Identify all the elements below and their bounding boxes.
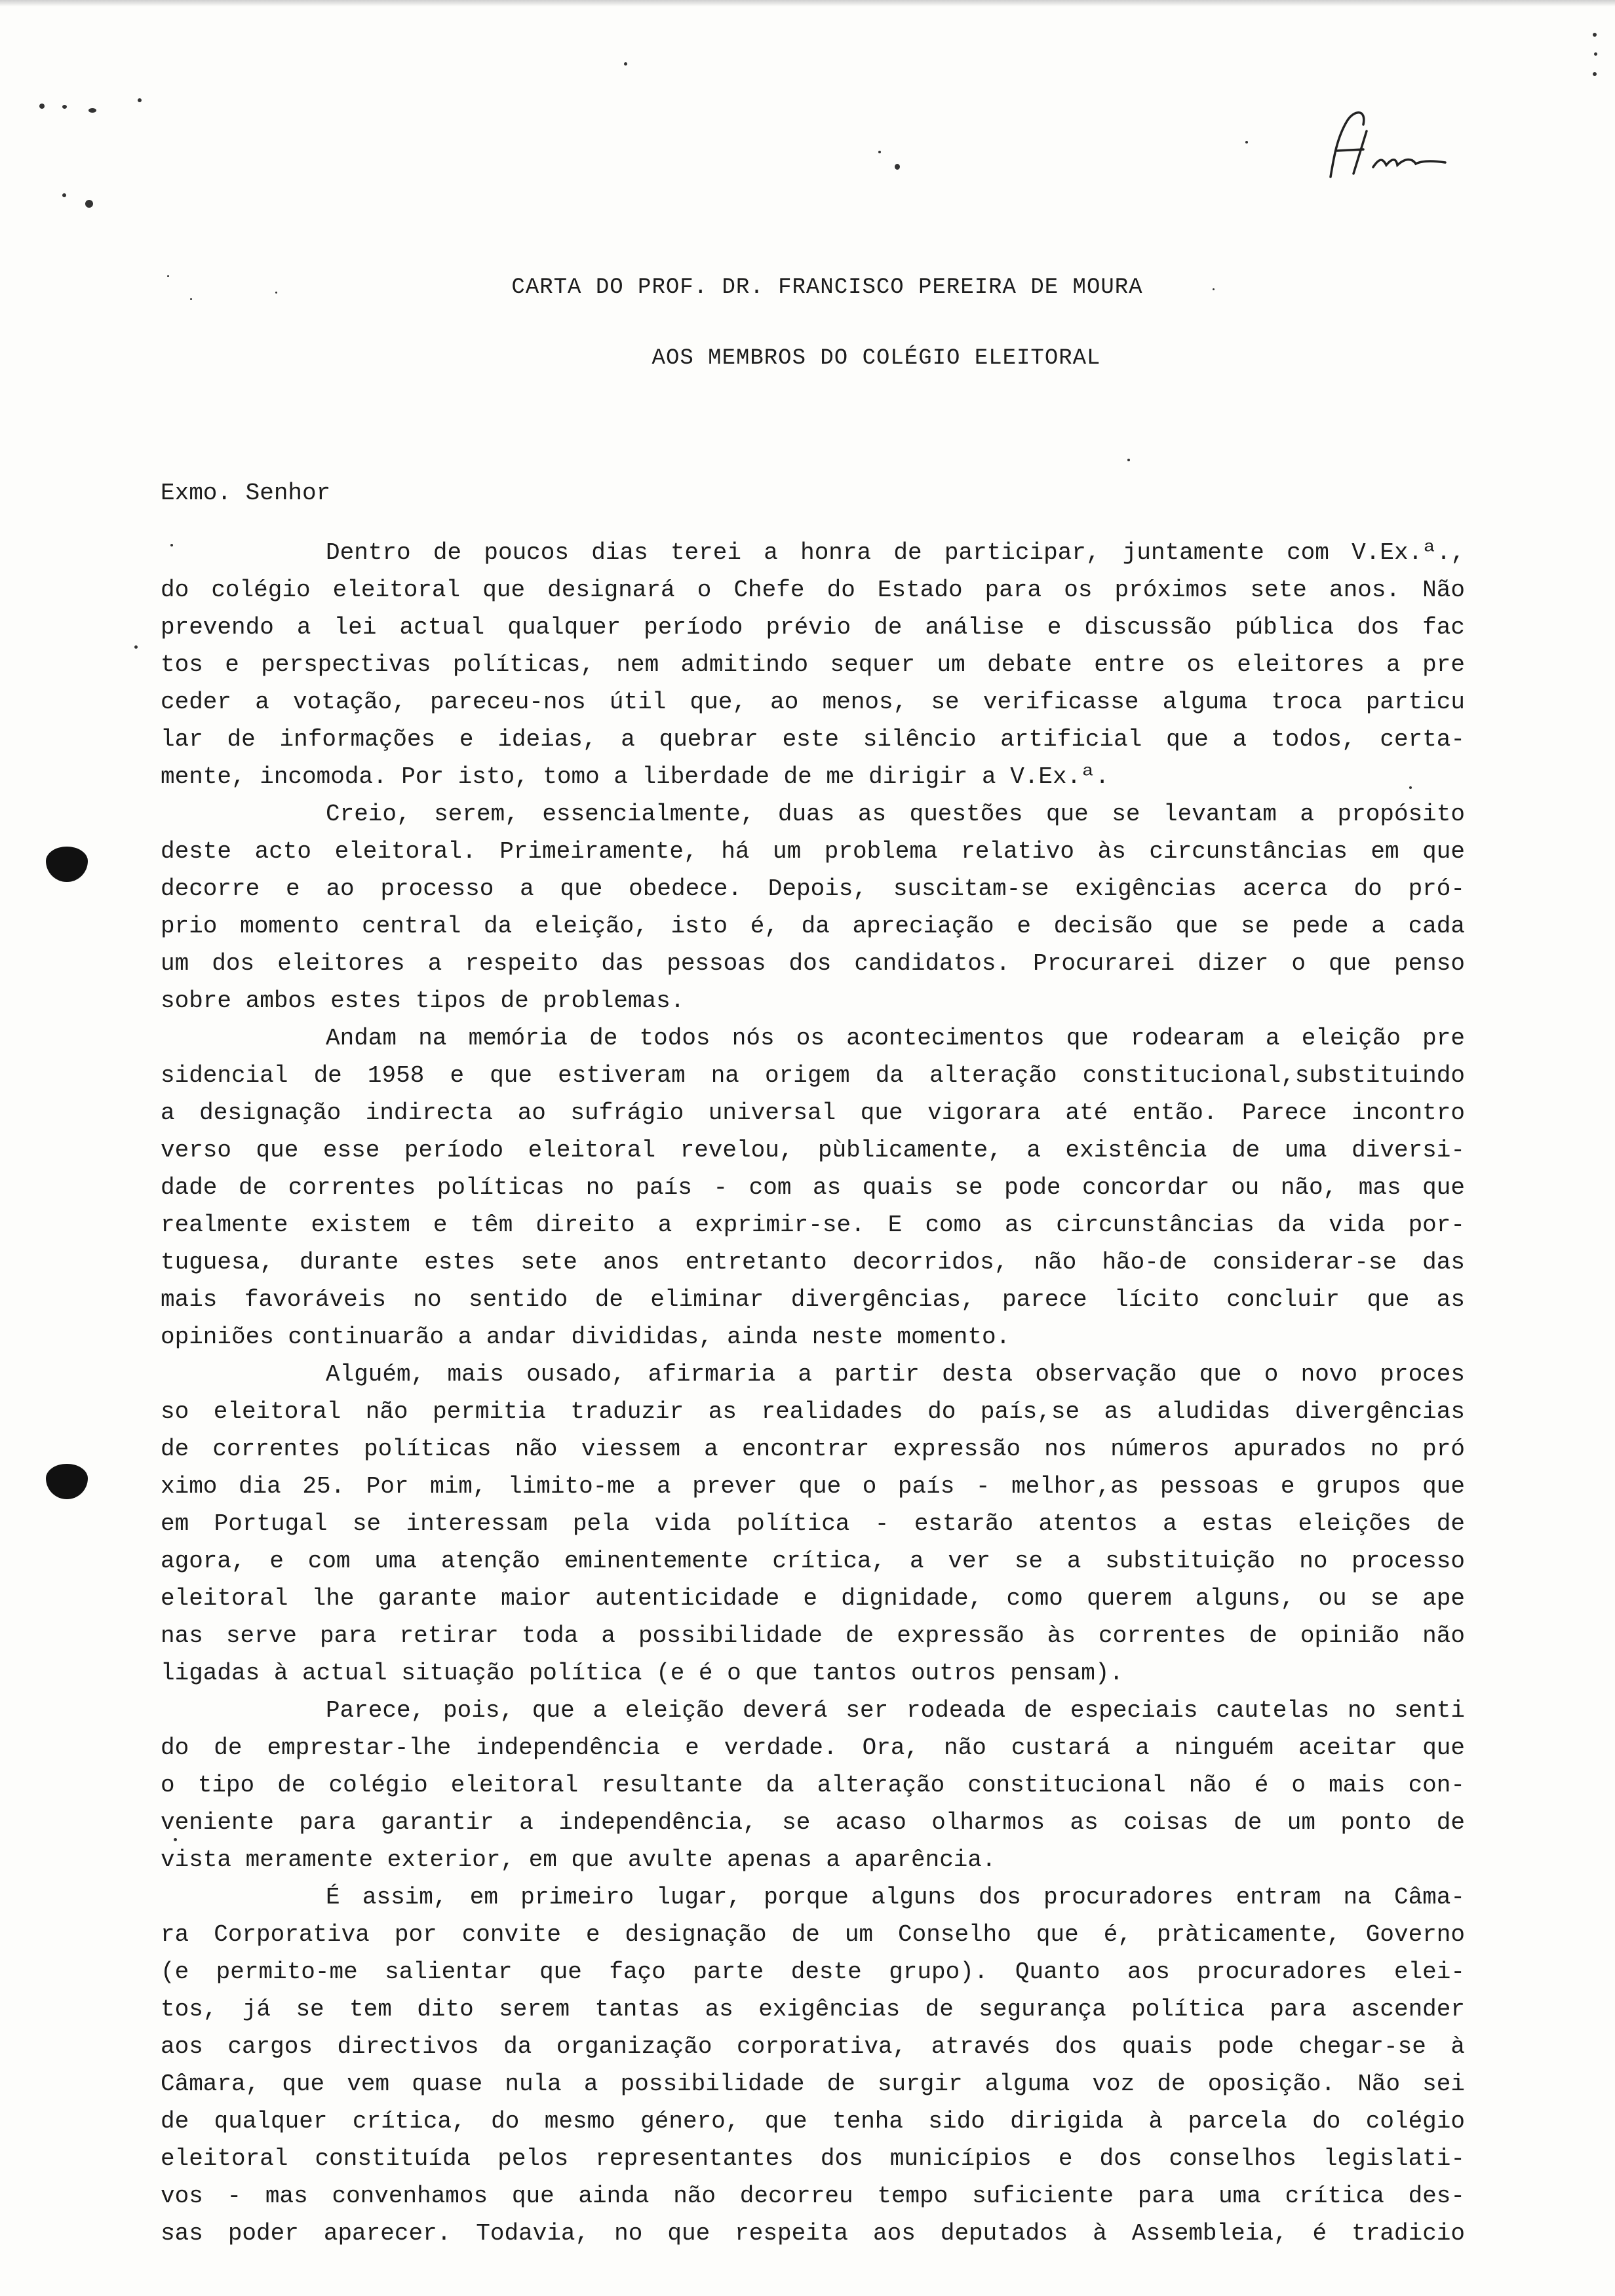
- letter-body: [161, 534, 1465, 2252]
- body-line: ra Corporativa por convite e designação de um Conselho que é, pràticamente, Governo: [161, 1921, 1465, 1948]
- scan-top-edge: [0, 0, 1615, 7]
- body-line: aos cargos directivos da organização corporativa, através dos quais pode chegar-se à: [161, 2033, 1465, 2060]
- body-line: É assim, em primeiro lugar, porque alguns dos procuradores entram na Câma-: [326, 1884, 1465, 1911]
- body-line: opiniões continuarão a andar divididas, ainda neste momento.: [161, 1324, 1011, 1350]
- handwritten-signature: [1317, 105, 1449, 190]
- body-line: prevendo a lei actual qualquer período prévio de análise e discussão pública dos fac: [161, 614, 1465, 641]
- body-line: Andam na memória de todos nós os acontecimentos que rodearam a eleição pre: [326, 1025, 1465, 1052]
- body-line: mente, incomoda. Por isto, tomo a liberdade de me dirigir a V.Ex.ª.: [161, 763, 1110, 790]
- body-line: prio momento central da eleição, isto é, da apreciação e decisão que se pede a cada: [161, 913, 1465, 940]
- body-line: tos e perspectivas políticas, nem admitindo sequer um debate entre os eleitores a pre: [161, 651, 1465, 678]
- body-line: vos - mas convenhamos que ainda não decorreu tempo suficiente para uma crítica des-: [161, 2183, 1465, 2210]
- letter-title: CARTA DO PROF. DR. FRANCISCO PEREIRA DE MOURA: [511, 275, 1143, 300]
- body-line: eleitoral lhe garante maior autenticidade e dignidade, como querem alguns, ou se ape: [161, 1585, 1465, 1612]
- body-line: mais favoráveis no sentido de eliminar divergências, parece lícito concluir que as: [161, 1286, 1465, 1313]
- body-line: nas serve para retirar toda a possibilidade de expressão às correntes de opinião não: [161, 1622, 1465, 1649]
- body-line: so eleitoral não permitia traduzir as realidades do país,se as aludidas divergências: [161, 1398, 1465, 1425]
- body-line: vista meramente exterior, em que avulte apenas a aparência.: [161, 1846, 996, 1873]
- punch-hole-lower: [46, 1457, 88, 1499]
- body-line: verso que esse período eleitoral revelou, pùblicamente, a existência de uma diversi-: [161, 1137, 1465, 1164]
- body-line: um dos eleitores a respeito das pessoas dos candidatos. Procurarei dizer o que penso: [161, 950, 1465, 977]
- body-line: Alguém, mais ousado, afirmaria a partir desta observação que o novo proces: [326, 1361, 1465, 1388]
- body-line: sobre ambos estes tipos de problemas.: [161, 987, 685, 1014]
- body-line: de correntes políticas não viessem a encontrar expressão nos números apurados no pró: [161, 1436, 1465, 1463]
- body-line: lar de informações e ideias, a quebrar este silêncio artificial que a todos, certa-: [161, 726, 1465, 753]
- body-line: tos, já se tem dito serem tantas as exigências de segurança política para ascender: [161, 1996, 1465, 2023]
- body-line: ximo dia 25. Por mim, limito-me a prever que o país - melhor,as pessoas e grupos que: [161, 1473, 1465, 1500]
- body-line: deste acto eleitoral. Primeiramente, há um problema relativo às circunstâncias em que: [161, 838, 1465, 865]
- body-line: Parece, pois, que a eleição deverá ser rodeada de especiais cautelas no senti: [326, 1697, 1465, 1724]
- body-line: veniente para garantir a independência, se acaso olharmos as coisas de um ponto de: [161, 1809, 1465, 1836]
- body-line: em Portugal se interessam pela vida política - estarão atentos a estas eleições de: [161, 1510, 1465, 1537]
- body-line: realmente existem e têm direito a exprimir-se. E como as circunstâncias da vida por-: [161, 1212, 1465, 1238]
- body-line: a designação indirecta ao sufrágio universal que vigorara até então. Parece incontro: [161, 1100, 1465, 1126]
- body-line: ligadas à actual situação política (e é o que tantos outros pensam).: [161, 1660, 1124, 1687]
- body-line: Creio, serem, essencialmente, duas as questões que se levantam a propósito: [326, 801, 1465, 828]
- body-line: tuguesa, durante estes sete anos entretanto decorridos, não hão-de considerar-se das: [161, 1249, 1465, 1276]
- body-line: do colégio eleitoral que designará o Chefe do Estado para os próximos sete anos. Não: [161, 577, 1465, 603]
- body-line: (e permito-me salientar que faço parte deste grupo). Quanto aos procuradores elei-: [161, 1959, 1465, 1985]
- punch-hole-upper: [46, 840, 88, 882]
- body-line: agora, e com uma atenção eminentemente crítica, a ver se a substituição no processo: [161, 1548, 1465, 1575]
- body-line: de qualquer crítica, do mesmo género, que tenha sido dirigida à parcela do colégio: [161, 2108, 1465, 2135]
- letter-addressee: AOS MEMBROS DO COLÉGIO ELEITORAL: [652, 346, 1101, 371]
- body-line: Câmara, que vem quase nula a possibilidade de surgir alguma voz de oposição. Não sei: [161, 2071, 1465, 2097]
- body-line: sas poder aparecer. Todavia, no que respeita aos deputados à Assembleia, é tradicio: [161, 2220, 1465, 2247]
- body-line: sidencial de 1958 e que estiveram na origem da alteração constitucional,substituindo: [161, 1062, 1465, 1089]
- body-line: Dentro de poucos dias terei a honra de participar, juntamente com V.Ex.ª.,: [326, 539, 1465, 566]
- body-line: eleitoral constituída pelos representantes dos municípios e dos conselhos legislati-: [161, 2145, 1465, 2172]
- body-line: o tipo de colégio eleitoral resultante da alteração constitucional não é o mais con-: [161, 1772, 1465, 1799]
- salutation: Exmo. Senhor: [161, 480, 331, 507]
- body-line: ceder a votação, pareceu-nos útil que, ao menos, se verificasse alguma troca particu: [161, 689, 1465, 716]
- body-line: decorre e ao processo a que obedece. Depois, suscitam-se exigências acerca do pró-: [161, 875, 1465, 902]
- body-line: do de emprestar-lhe independência e verdade. Ora, não custará a ninguém aceitar que: [161, 1734, 1465, 1761]
- body-line: dade de correntes políticas no país - com as quais se pode concordar ou não, mas que: [161, 1174, 1465, 1201]
